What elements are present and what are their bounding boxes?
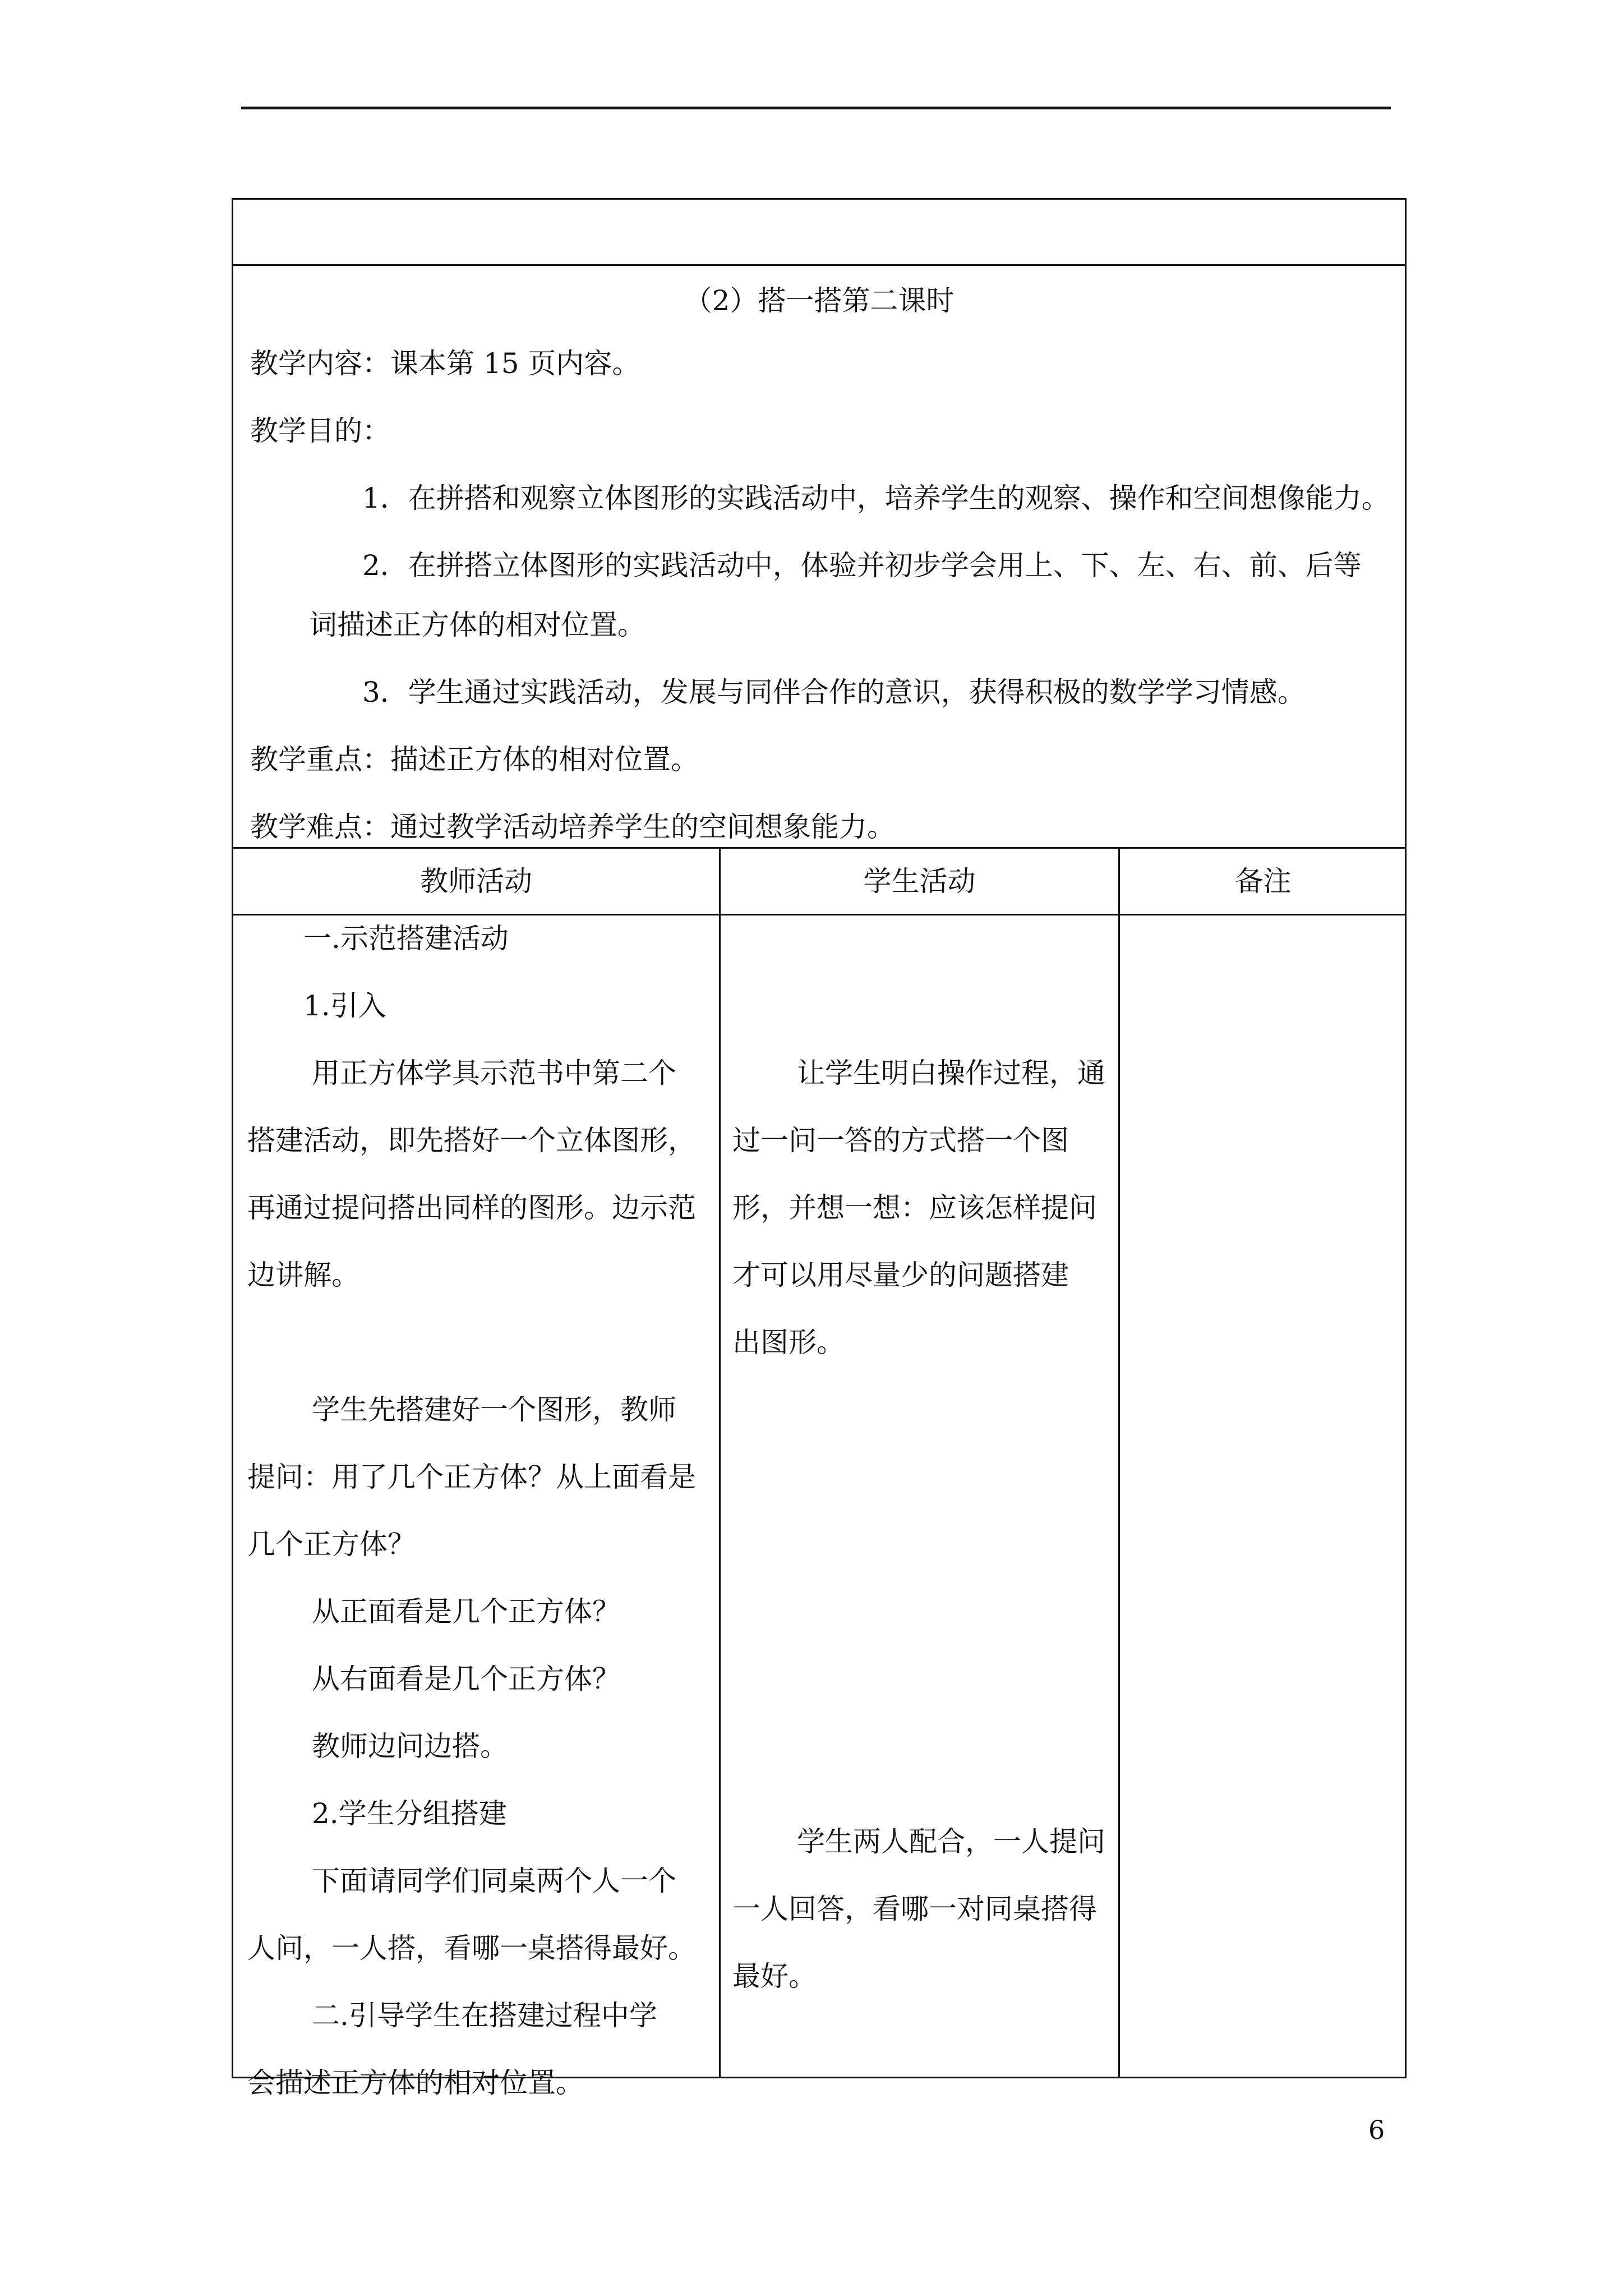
teacher-line: 二.引导学生在搭建过程中学 — [312, 1999, 657, 2032]
lesson-info-box — [232, 264, 1407, 849]
column-divider — [719, 849, 721, 2077]
teacher-line: 学生先搭建好一个图形，教师 — [312, 1393, 676, 1426]
student-activity-block-1 — [732, 1056, 1108, 1393]
student-line: 出图形。 — [732, 1326, 845, 1359]
page-number: 6 — [1368, 2115, 1385, 2145]
teacher-activity-cell — [247, 922, 713, 2133]
header-teacher-activity: 教师活动 — [420, 865, 532, 898]
teacher-line: 一.示范搭建活动 — [303, 922, 509, 955]
teacher-line: 搭建活动，即先搭好一个立体图形， — [247, 1124, 696, 1157]
teacher-line: 用正方体学具示范书中第二个 — [312, 1057, 676, 1089]
teacher-line: 从正面看是几个正方体？ — [312, 1595, 620, 1628]
teacher-line: 1.引入 — [303, 990, 386, 1022]
spacer — [247, 1326, 713, 1393]
header-remarks: 备注 — [1235, 865, 1292, 898]
student-line: 才可以用尽量少的问题搭建 — [732, 1259, 1069, 1291]
teacher-line: 提问：用了几个正方体？从上面看是 — [247, 1461, 696, 1493]
difficulty: 教学难点：通过教学活动培养学生的空间想象能力。 — [250, 811, 895, 843]
teacher-line: 从右面看是几个正方体？ — [312, 1663, 620, 1695]
key-point: 教学重点：描述正方体的相对位置。 — [250, 743, 699, 776]
teacher-line: 2.学生分组搭建 — [312, 1797, 507, 1830]
student-line: 形，并想一想：应该怎样提问 — [732, 1191, 1097, 1224]
objectives-label: 教学目的： — [250, 415, 390, 447]
empty-header-row — [232, 198, 1407, 266]
objective-1: 1．在拼搭和观察立体图形的实践活动中，培养学生的观察、操作和空间想像能力。 — [362, 482, 1390, 514]
student-line: 学生两人配合，一人提问 — [797, 1825, 1105, 1858]
teacher-line: 几个正方体？ — [247, 1528, 416, 1561]
objective-2-line-2: 词描述正方体的相对位置。 — [309, 609, 645, 641]
lesson-title: （2）搭一搭第二课时 — [684, 284, 955, 317]
teacher-line: 人问，一人搭，看哪一桌搭得最好。 — [247, 1932, 696, 1964]
header-divider — [233, 914, 1405, 915]
header-rule — [241, 107, 1391, 109]
activity-table — [232, 847, 1407, 2099]
teacher-line: 下面请同学们同桌两个人一个 — [312, 1865, 676, 1897]
teacher-line: 会描述正方体的相对位置。 — [247, 2067, 584, 2099]
student-line: 一人回答，看哪一对同桌搭得 — [732, 1893, 1097, 1925]
teacher-line: 教师边问边搭。 — [312, 1730, 508, 1763]
header-student-activity: 学生活动 — [863, 865, 976, 898]
objective-2-line-1: 2．在拼搭立体图形的实践活动中，体验并初步学会用上、下、左、右、前、后等 — [362, 549, 1362, 582]
student-line: 过一问一答的方式搭一个图 — [732, 1124, 1069, 1157]
column-divider — [1118, 849, 1120, 2077]
teacher-line: 边讲解。 — [247, 1259, 359, 1291]
student-line: 最好。 — [732, 1960, 817, 1993]
objective-3: 3．学生通过实践活动，发展与同伴合作的意识，获得积极的数学学习情感。 — [362, 676, 1306, 708]
student-activity-block-2 — [732, 1825, 1108, 2027]
teaching-content: 教学内容：课本第 15 页内容。 — [250, 347, 640, 380]
student-line: 让学生明白操作过程，通 — [797, 1057, 1105, 1089]
teacher-line: 再通过提问搭出同样的图形。边示范 — [247, 1191, 696, 1224]
